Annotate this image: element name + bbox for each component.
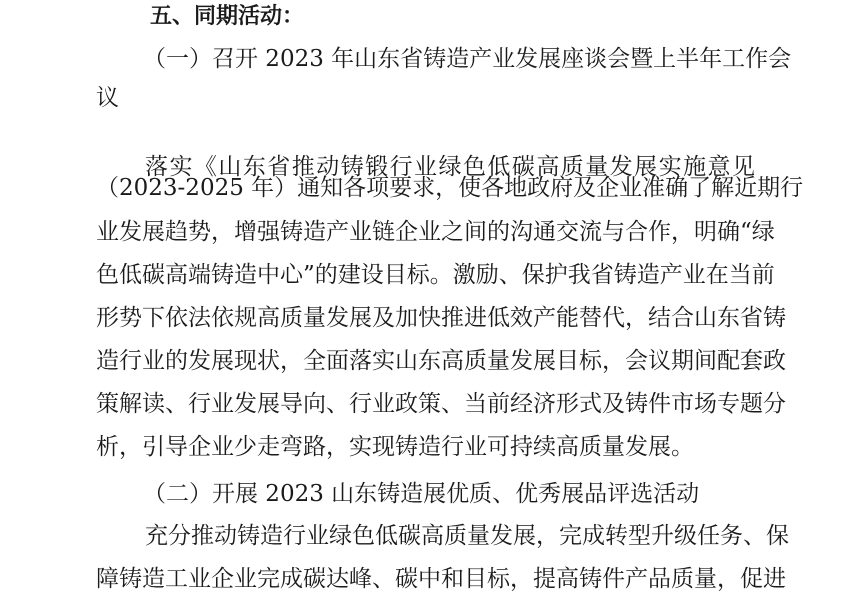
item1-title-line-1 bbox=[0, 39, 860, 79]
paragraph-line-text: 落实《山东省推动铸锻行业绿色低碳高质量发展实施意见 bbox=[145, 154, 755, 180]
section-heading-line bbox=[0, 0, 860, 37]
paragraph-line bbox=[0, 516, 860, 556]
item1-title-continuation: 议 bbox=[96, 85, 119, 111]
item1-title-line-2 bbox=[0, 78, 860, 118]
paragraph-line-text: 造行业的发展现状，全面落实山东高质量发展目标，会议期间配套政 bbox=[96, 348, 786, 374]
paragraph-line bbox=[0, 298, 860, 338]
paragraph-line-text: 色低碳高端铸造中心”的建设目标。激励、保护我省铸造产业在当前 bbox=[96, 262, 775, 288]
item2-title-line bbox=[0, 474, 860, 514]
paragraph-line-text: 策解读、行业发展导向、行业政策、当前经济形式及铸件市场专题分 bbox=[96, 391, 786, 417]
paragraph-line-text: 障铸造工业企业完成碳达峰、碳中和目标，提高铸件产品质量，促进 bbox=[96, 566, 786, 592]
paragraph-line bbox=[0, 384, 860, 424]
paragraph-line-text: 业发展趋势，增强铸造产业链企业之间的沟通交流与合作，明确“绿 bbox=[96, 219, 775, 245]
item1-title: （一）召开 2023 年山东省铸造产业发展座谈会暨上半年工作会 bbox=[143, 46, 792, 72]
paragraph-line bbox=[0, 427, 860, 467]
paragraph-line bbox=[0, 255, 860, 295]
paragraph-line bbox=[0, 168, 860, 208]
paragraph-line-text: 形势下依法依规高质量发展及加快推进低效产能替代，结合山东省铸 bbox=[96, 305, 786, 331]
item2-title: （二）开展 2023 山东铸造展优质、优秀展品评选活动 bbox=[143, 481, 700, 507]
paragraph-line bbox=[0, 212, 860, 252]
paragraph-line-text: 充分推动铸造行业绿色低碳高质量发展，完成转型升级任务、保 bbox=[145, 523, 789, 549]
paragraph-line bbox=[0, 559, 860, 599]
paragraph-line bbox=[0, 341, 860, 381]
paragraph-line-text: 析，引导企业少走弯路，实现铸造行业可持续高质量发展。 bbox=[96, 434, 694, 460]
section-heading: 五、同期活动： bbox=[150, 4, 305, 29]
paragraph-line-text: （2023-2025 年）通知各项要求，使各地政府及企业准确了解近期行 bbox=[96, 175, 804, 201]
